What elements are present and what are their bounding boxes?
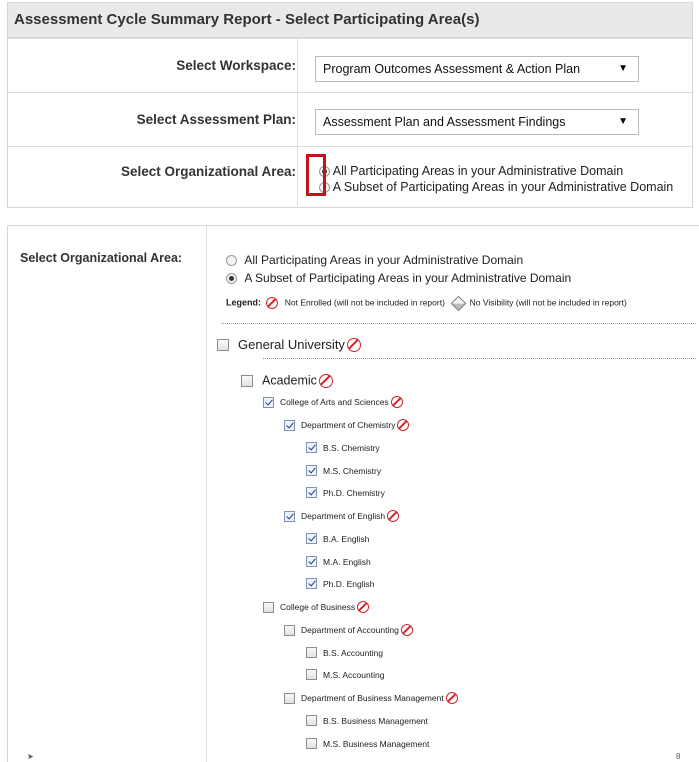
tree-item-label: M.S. Accounting (323, 669, 385, 680)
assessment-plan-select[interactable] (315, 109, 639, 135)
tree-item-college-of-business (263, 601, 369, 613)
tree-item-ph-d-english (306, 578, 375, 589)
column-divider (206, 226, 207, 762)
tree-item-label: Department of Chemistry (301, 420, 396, 430)
checkbox-ph-d-chemistry[interactable] (306, 487, 317, 498)
tree-item-label: General University (238, 337, 345, 353)
radio-all-areas[interactable] (319, 164, 623, 178)
column-divider (297, 147, 298, 208)
checkbox-b-a-english[interactable] (306, 533, 317, 544)
not-enrolled-icon (387, 510, 399, 522)
workspace-label: Select Workspace: (176, 58, 296, 73)
radio-all-areas-control[interactable] (226, 255, 237, 266)
radio-subset-areas[interactable] (226, 271, 571, 285)
checkbox-department-of-business-management[interactable] (284, 693, 295, 704)
workspace-row (8, 38, 692, 93)
tree-item-department-of-chemistry (284, 419, 409, 431)
report-selection-panel (7, 2, 693, 208)
checkbox-department-of-chemistry[interactable] (284, 420, 295, 431)
tree-item-department-of-accounting (284, 624, 413, 636)
checkbox-m-a-english[interactable] (306, 556, 317, 567)
checkbox-m-s-business-management[interactable] (306, 738, 317, 749)
tree-item-academic (241, 373, 333, 388)
legend-no-visibility: No Visibility (will not be included in report) (469, 297, 627, 308)
panel-title: Assessment Cycle Summary Report - Select Participating Area(s) (8, 3, 692, 38)
radio-subset-areas[interactable] (319, 180, 673, 194)
dotted-divider (221, 323, 696, 324)
checkbox-department-of-english[interactable] (284, 511, 295, 522)
checkbox-b-s-business-management[interactable] (306, 715, 317, 726)
no-visibility-icon (451, 295, 467, 311)
tree-item-label: B.S. Chemistry (323, 442, 380, 453)
tree-item-label: College of Arts and Sciences (280, 397, 389, 407)
workspace-select-value: Program Outcomes Assessment & Action Plan (323, 62, 581, 76)
tree-item-label: Department of Accounting (301, 625, 399, 635)
legend-title: Legend: (226, 297, 261, 308)
checkbox-general-university[interactable] (217, 339, 229, 351)
column-divider (297, 93, 298, 147)
radio-all-areas[interactable] (226, 253, 523, 267)
checkbox-b-s-chemistry[interactable] (306, 442, 317, 453)
tree-item-label: B.S. Accounting (323, 647, 384, 658)
footer-arrow-icon: ➤ (27, 752, 34, 761)
not-enrolled-icon (446, 692, 458, 704)
tree-item-b-s-accounting (306, 647, 383, 658)
tree-item-label: M.S. Chemistry (323, 465, 382, 476)
dropdown-arrow-icon: ▼ (618, 63, 628, 74)
checkbox-college-of-arts-and-sciences[interactable] (263, 397, 274, 408)
radio-all-areas-label: All Participating Areas in your Administrative Domain (244, 253, 524, 267)
legend-not-enrolled: Not Enrolled (will not be included in report) (284, 297, 445, 308)
tree-item-ph-d-chemistry (306, 487, 385, 498)
tree-item-b-a-english (306, 533, 369, 544)
not-enrolled-icon (401, 624, 413, 636)
dotted-divider (263, 358, 696, 359)
assessment-plan-label: Select Assessment Plan: (136, 112, 296, 127)
radio-highlight-box (306, 154, 326, 196)
radio-subset-areas-label: A Subset of Participating Areas in your Administrative Domain (332, 180, 674, 194)
checkbox-academic[interactable] (241, 375, 253, 387)
tree-item-department-of-business-management (284, 692, 458, 704)
checkbox-ph-d-english[interactable] (306, 578, 317, 589)
tree-item-m-a-english (306, 556, 371, 567)
tree-item-label: Ph.D. English (323, 578, 375, 589)
org-area-label: Select Organizational Area: (120, 164, 296, 179)
radio-all-areas-label: All Participating Areas in your Administrative Domain (332, 164, 624, 178)
assessment-plan-select-value: Assessment Plan and Assessment Findings (323, 115, 566, 129)
org-area-selection-panel (7, 225, 699, 762)
tree-item-label: Department of Business Management (301, 693, 444, 703)
legend (226, 297, 627, 309)
checkbox-m-s-accounting[interactable] (306, 669, 317, 680)
checkbox-m-s-chemistry[interactable] (306, 465, 317, 476)
tree-item-label: Ph.D. Chemistry (323, 487, 385, 498)
not-enrolled-icon (266, 297, 278, 309)
workspace-select[interactable] (315, 56, 639, 82)
radio-subset-areas-control[interactable] (226, 273, 237, 284)
tree-item-label: M.A. English (323, 556, 371, 567)
org-area-label: Select Organizational Area: (20, 251, 183, 265)
tree-item-m-s-accounting (306, 669, 384, 680)
tree-item-b-s-chemistry (306, 442, 380, 453)
not-enrolled-icon (391, 396, 403, 408)
not-enrolled-icon (357, 601, 369, 613)
assessment-plan-row (8, 92, 692, 147)
tree-item-m-s-business-management (306, 738, 429, 749)
not-enrolled-icon (347, 338, 361, 352)
tree-item-general-university (217, 336, 361, 352)
tree-item-b-s-business-management (306, 715, 428, 726)
tree-item-label: B.S. Business Management (323, 715, 428, 726)
tree-item-department-of-english (284, 510, 399, 522)
page-number: 8 (676, 752, 681, 761)
tree-item-label: College of Business (280, 602, 356, 612)
checkbox-b-s-accounting[interactable] (306, 647, 317, 658)
tree-item-label: Department of English (301, 511, 386, 521)
radio-subset-areas-label: A Subset of Participating Areas in your Administrative Domain (244, 271, 572, 285)
dropdown-arrow-icon: ▼ (618, 116, 628, 127)
tree-item-college-of-arts-and-sciences (263, 396, 403, 408)
checkbox-department-of-accounting[interactable] (284, 625, 295, 636)
column-divider (297, 39, 298, 93)
not-enrolled-icon (319, 374, 333, 388)
tree-item-label: B.A. English (323, 533, 370, 544)
tree-item-label: Academic (262, 373, 317, 388)
tree-item-label: M.S. Business Management (323, 738, 430, 749)
checkbox-college-of-business[interactable] (263, 602, 274, 613)
not-enrolled-icon (397, 419, 409, 431)
tree-item-m-s-chemistry (306, 465, 381, 476)
